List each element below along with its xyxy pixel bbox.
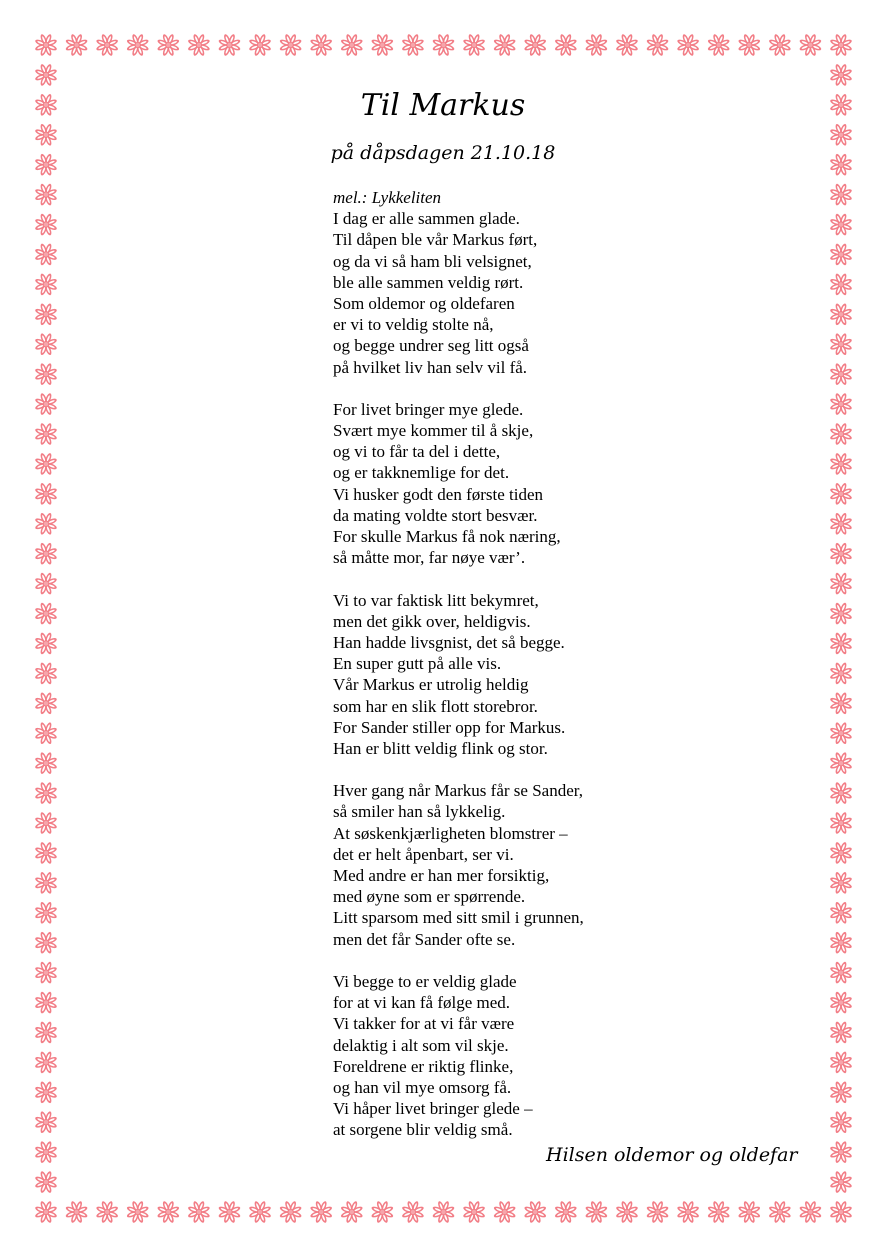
poem-line: For skulle Markus få nok næring, xyxy=(333,527,561,546)
stanza xyxy=(333,399,753,569)
poem-line: men det får Sander ofte se. xyxy=(333,929,516,949)
poem-line: da mating voldte stort besvær. xyxy=(333,505,538,525)
poem-subtitle: på dåpsdagen 21.10.18 xyxy=(330,142,556,164)
poem-line: så måtte mor, far nøye vær’. xyxy=(333,548,526,568)
poem-line: som har en slik flott storebror. xyxy=(333,696,538,716)
poem-line: Han er blitt veldig flink og stor. xyxy=(333,738,548,758)
poem-line: Litt sparsom med sitt smil i grunnen, xyxy=(333,908,584,928)
greeting-signature: Hilsen oldemor og oldefar xyxy=(546,1144,798,1166)
poem-line: Han hadde livsgnist, det så begge. xyxy=(333,632,565,652)
poem-line: og da vi så ham bli velsignet, xyxy=(333,251,532,271)
poem-line: Vi håper livet bringer glede – xyxy=(333,1099,533,1119)
poem-line: ble alle sammen veldig rørt. xyxy=(333,272,524,292)
stanza xyxy=(333,971,753,1141)
poem-line: En super gutt på alle vis. xyxy=(333,654,502,674)
poem-line: At søskenkjærligheten blomstrer – xyxy=(333,823,568,843)
stanza xyxy=(333,208,753,378)
poem-line: Vår Markus er utrolig heldig xyxy=(333,675,529,695)
poem-line: men det gikk over, heldigvis. xyxy=(333,611,531,631)
poem-line: Som oldemor og oldefaren xyxy=(333,293,515,313)
poem-body xyxy=(333,187,753,1140)
stanza xyxy=(333,780,753,950)
poem-line: er vi to veldig stolte nå, xyxy=(333,315,494,335)
poem-line: at sorgene blir veldig små. xyxy=(333,1120,513,1140)
poem-line: delaktig i alt som vil skje. xyxy=(333,1035,509,1055)
poem-line: Svært mye kommer til å skje, xyxy=(333,421,534,441)
poem-line: og er takknemlige for det. xyxy=(333,463,510,483)
poem-line: I dag er alle sammen glade. xyxy=(333,209,520,229)
poem-line: for at vi kan få følge med. xyxy=(333,993,511,1013)
poem-line: og begge undrer seg litt også xyxy=(333,336,529,356)
poem-line: Vi husker godt den første tiden xyxy=(333,484,544,504)
poem-line: på hvilket liv han selv vil få. xyxy=(333,357,528,377)
poem-line: Vi takker for at vi får være xyxy=(333,1014,515,1034)
poem-title: Til Markus xyxy=(360,88,526,123)
poem-line: Vi begge to er veldig glade xyxy=(333,971,517,991)
poem-line: Hver gang når Markus får se Sander, xyxy=(333,781,583,801)
poem-line: Vi to var faktisk litt bekymret, xyxy=(333,590,539,610)
poem-line: Foreldrene er riktig flinke, xyxy=(333,1056,514,1076)
poem-line: Med andre er han mer forsiktig, xyxy=(333,866,550,885)
poem-line: Til dåpen ble vår Markus ført, xyxy=(333,230,538,250)
melody-note: mel.: Lykkeliten xyxy=(333,188,442,207)
poem-line: For Sander stiller opp for Markus. xyxy=(333,717,566,737)
poem-line: så smiler han så lykkelig. xyxy=(333,802,506,822)
poem-line: og han vil mye omsorg få. xyxy=(333,1077,512,1097)
poem-line: med øyne som er spørrende. xyxy=(333,887,526,907)
poem-line: og vi to får ta del i dette, xyxy=(333,442,501,462)
poem-line: det er helt åpenbart, ser vi. xyxy=(333,844,514,864)
poem-line: For livet bringer mye glede. xyxy=(333,399,524,419)
stanza xyxy=(333,590,753,760)
